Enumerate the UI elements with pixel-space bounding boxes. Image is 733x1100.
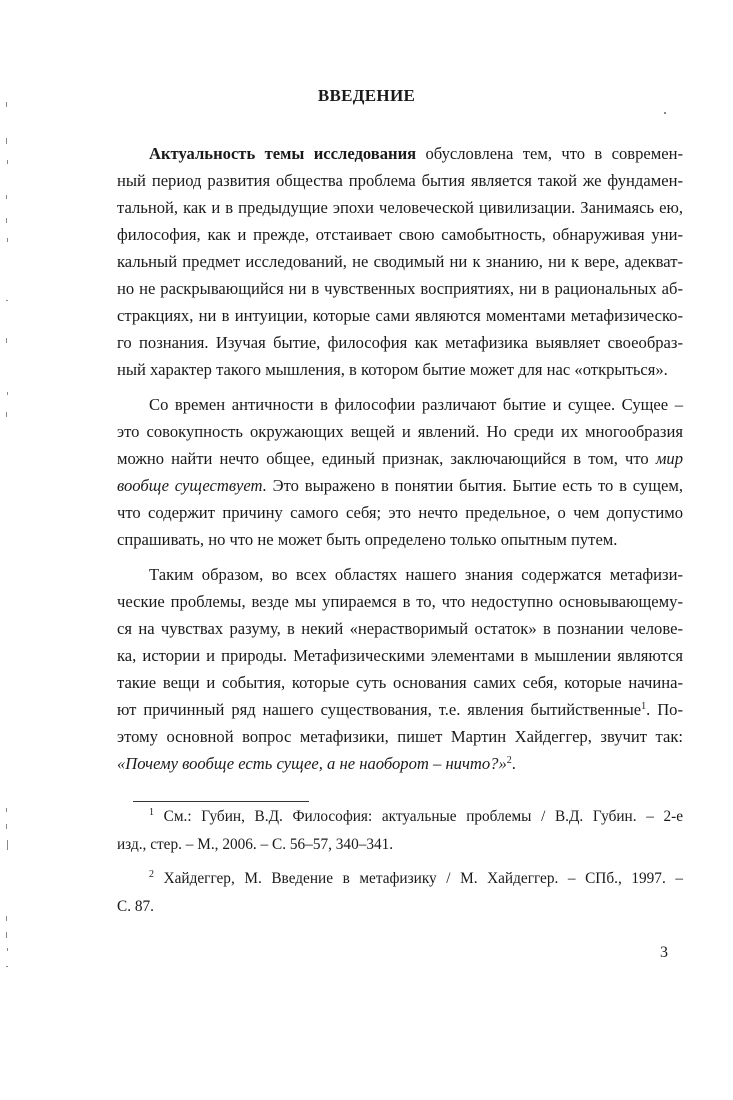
scan-speck (7, 392, 8, 395)
scan-speck (7, 948, 8, 951)
scan-speck (6, 338, 7, 343)
text-span: . (511, 754, 516, 773)
text-line: ческие проблемы, везде мы упираемся в то, что недоступно основывающему- (117, 592, 683, 611)
paragraph-being-and-entity (117, 391, 683, 553)
text-line (117, 445, 683, 472)
text-span: Это выражено в понятии бытия. Бытие есть то в сущем, (272, 476, 683, 495)
scan-speck (6, 195, 7, 199)
text-line (117, 865, 683, 893)
body-text (117, 140, 683, 777)
footnote-mark: 2 (149, 869, 154, 880)
text-line: Со времен античности в философии различают бытие и сущее. Сущее – (149, 395, 683, 414)
scan-speck (6, 808, 7, 812)
italic-span: вообще существует. (117, 476, 267, 495)
text-line: философия, как и прежде, отстаивает свою самобытность, обнаруживая уни- (117, 225, 683, 244)
text-line: го познания. Изучая бытие, философия как метафизика выявляет своеобраз- (117, 333, 683, 352)
text-line: изд., стер. – М., 2006. – С. 56–57, 340–341. (117, 836, 394, 853)
page-number: 3 (660, 944, 668, 961)
text-line: стракциях, ни в интуиции, которые сами являются моментами метафизическо- (117, 306, 683, 325)
footnote-ref-2[interactable]: 2 (506, 755, 512, 766)
text-line: но не раскрывающийся ни в чувственных восприятиях, ни в рациональных аб- (117, 279, 683, 298)
text-line (117, 472, 683, 499)
text-span: можно найти нечто общее, единый признак, заключающийся в том, что (117, 449, 649, 468)
scan-speck (6, 138, 7, 144)
footnote-separator (133, 801, 309, 802)
scan-speck (7, 840, 8, 850)
footnote-ref-1[interactable]: 1 (641, 701, 647, 712)
text-line (117, 803, 683, 831)
text-line: тальной, как и в предыдущие эпохи человеческой цивилизации. Занимаясь ею, (117, 198, 683, 217)
text-line: это совокупность окружающих вещей и явлений. Но среди их многообразия (117, 422, 683, 441)
text-span: Хайдеггер, М. Введение в метафизику / М. Хайдеггер. – СПб., 1997. – (163, 870, 683, 887)
italic-span: мир (655, 449, 683, 468)
text-line: что содержит причину самого себя; это нечто предельное, о чем допустимо (117, 503, 683, 522)
scan-speck (6, 824, 7, 829)
footnote-1 (117, 803, 683, 859)
scan-speck (6, 916, 7, 921)
lead-phrase: Актуальность темы исследования (149, 144, 417, 163)
page-title: ВВЕДЕНИЕ (317, 86, 416, 105)
text-line: спрашивать, но что не может быть определено только опытным путем. (117, 530, 618, 549)
text-line (117, 750, 683, 777)
footnote-2 (117, 865, 683, 921)
text-span: . По- (646, 700, 684, 719)
text-line (117, 140, 683, 167)
text-line: этому основной вопрос метафизики, пишет Мартин Хайдеггер, звучит так: (117, 727, 683, 746)
scan-speck (6, 218, 7, 223)
text-line: кальный предмет исследований, не сводимый ни к знанию, ни к вере, адекват- (117, 252, 683, 271)
paragraph-relevance (117, 140, 683, 383)
text-line: С. 87. (117, 898, 154, 915)
scan-speck (6, 300, 8, 301)
scan-speck (6, 932, 7, 938)
scan-speck (6, 966, 8, 967)
text-span: ют причинный ряд нашего существования, т.е. явления бытийственные (117, 700, 642, 719)
scan-speck (6, 412, 7, 417)
text-line: Таким образом, во всех областях нашего знания содержатся метафизи- (149, 565, 683, 584)
text-line: ный характер такого мышления, в котором бытие может для нас «открыться». (117, 360, 668, 379)
text-line: ный период развития общества проблема бытия является такой же фундамен- (117, 171, 683, 190)
footnote-mark: 1 (149, 807, 154, 818)
text-span: См.: Губин, В.Д. Философия: актуальные проблемы / В.Д. Губин. – 2-е (163, 808, 683, 825)
paragraph-metaphysics (117, 561, 683, 777)
text-line (117, 696, 683, 723)
text-line: такие вещи и события, которые суть основания самих себя, которые начина- (117, 673, 683, 692)
italic-quote: «Почему вообще есть сущее, а не наоборот – ничто?» (117, 754, 507, 773)
text-span: обусловлена тем, что в современ- (425, 144, 684, 163)
scan-speck (7, 160, 8, 164)
footnotes (117, 803, 683, 921)
text-line: ка, истории и природы. Метафизическими элементами в мышлении являются (117, 646, 683, 665)
scan-speck (7, 238, 8, 242)
text-line: ся на чувствах разуму, в некий «нерастворимый остаток» в познании челове- (117, 619, 683, 638)
scan-speck (664, 112, 666, 114)
